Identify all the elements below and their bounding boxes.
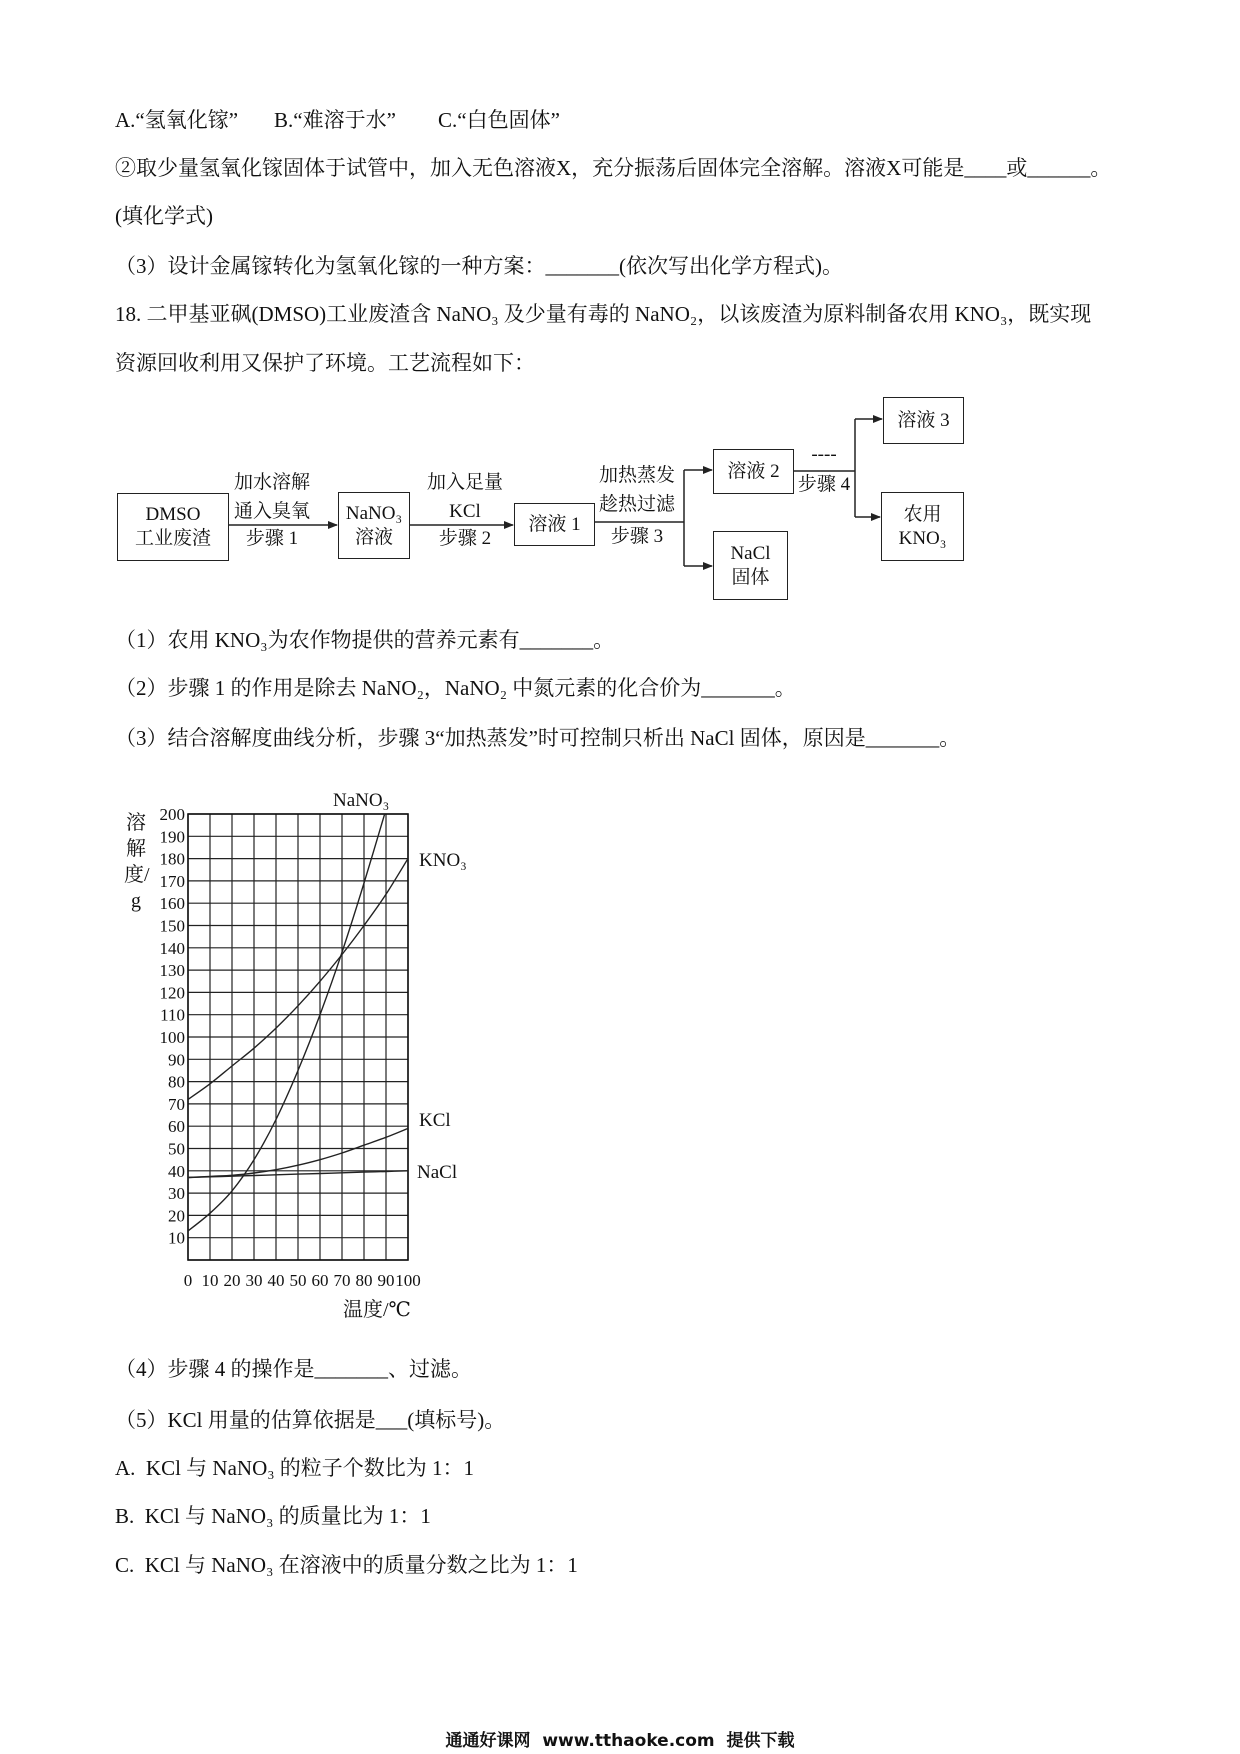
x-axis-label: 温度/℃ bbox=[343, 1299, 411, 1321]
step-1-label-1: 加水溶解 bbox=[233, 472, 310, 493]
y-axis-label: 溶解度/g bbox=[124, 812, 150, 912]
step-3-label-1: 加热蒸发 bbox=[598, 465, 675, 486]
series-label-nacl: NaCl bbox=[417, 1162, 458, 1183]
question18-intro-line-2: 资源回收利用又保护了环境。工艺流程如下： bbox=[115, 351, 535, 375]
node-solution-2-label: 溶液 2 bbox=[727, 460, 780, 482]
option-b: B.“难溶于水” bbox=[274, 108, 396, 132]
node-agricultural-kno3-line-2: KNO₃ bbox=[898, 527, 947, 549]
step-2-label-1: 加入足量 bbox=[426, 472, 503, 493]
question18-part-5: （5）KCl 用量的估算依据是___(填标号)。 bbox=[115, 1408, 506, 1432]
option-a: A.“氢氧化镓” bbox=[115, 108, 239, 132]
node-solution-3-label: 溶液 3 bbox=[897, 409, 950, 431]
step-2-label-2: KCl bbox=[449, 501, 481, 522]
series-label-kno3: KNO₃ bbox=[419, 850, 467, 871]
y-tick-label: 30 bbox=[168, 1184, 185, 1204]
node-nacl-solid-line-1: NaCl bbox=[730, 542, 771, 564]
y-tick-label: 80 bbox=[168, 1072, 185, 1092]
node-agricultural-kno3 bbox=[881, 492, 964, 561]
x-tick-label: 20 bbox=[223, 1271, 241, 1290]
node-dmso-waste-line-1: DMSO bbox=[145, 504, 201, 525]
solubility-chart-plot bbox=[0, 760, 500, 1340]
x-tick-label: 10 bbox=[201, 1271, 219, 1290]
y-tick-label: 160 bbox=[159, 894, 185, 914]
y-tick-label: 90 bbox=[168, 1050, 185, 1070]
y-tick-label: 180 bbox=[159, 849, 185, 869]
y-tick-label: 150 bbox=[159, 916, 185, 936]
y-tick-label: 50 bbox=[168, 1139, 185, 1159]
choice-c: C. KCl 与 NaNO₃ 在溶液中的质量分数之比为 1：1 bbox=[115, 1553, 578, 1577]
y-tick-label: 200 bbox=[159, 805, 185, 824]
node-solution-3 bbox=[883, 397, 964, 444]
x-tick-label: 90 bbox=[377, 1271, 395, 1290]
x-tick-label: 0 bbox=[183, 1271, 193, 1290]
page-footer: 通通好课网 www.tthaoke.com 提供下载 bbox=[445, 1731, 795, 1751]
step-4-label-2: 步骤 4 bbox=[797, 474, 851, 495]
y-tick-label: 130 bbox=[159, 961, 185, 981]
choice-a: A. KCl 与 NaNO₃ 的粒子个数比为 1：1 bbox=[115, 1456, 475, 1480]
question17-sub2: ②取少量氢氧化镓固体于试管中，加入无色溶液X，充分振荡后固体完全溶解。溶液X可能是____或______。 bbox=[115, 156, 1112, 180]
x-tick-label: 30 bbox=[245, 1271, 263, 1290]
y-tick-label: 10 bbox=[168, 1228, 185, 1248]
node-nano3-solution bbox=[338, 492, 410, 559]
question17-sub2-note: (填化学式) bbox=[115, 204, 213, 228]
y-tick-label: 110 bbox=[160, 1005, 185, 1025]
x-tick-label: 80 bbox=[355, 1271, 373, 1290]
y-tick-label: 60 bbox=[168, 1117, 185, 1137]
step-2-label-3: 步骤 2 bbox=[438, 528, 492, 549]
node-nacl-solid-line-2: 固体 bbox=[731, 566, 770, 588]
y-tick-label: 190 bbox=[159, 827, 185, 847]
node-solution-1-label: 溶液 1 bbox=[528, 513, 581, 535]
x-tick-label: 50 bbox=[289, 1271, 307, 1290]
option-c: C.“白色固体” bbox=[438, 108, 560, 132]
y-tick-label: 20 bbox=[168, 1206, 185, 1226]
y-tick-label: 40 bbox=[168, 1161, 185, 1181]
node-nano3-solution-line-1: NaNO₃ bbox=[345, 502, 403, 524]
y-tick-label: 100 bbox=[159, 1028, 185, 1047]
series-label-kcl: KCl bbox=[419, 1110, 451, 1131]
x-tick-label: 60 bbox=[311, 1271, 329, 1290]
question18-intro-line-1: 18. 二甲基亚砜(DMSO)工业废渣含 NaNO₃ 及少量有毒的 NaNO₂，以该废渣为原料制备农用 KNO₃，既实现 bbox=[115, 302, 1092, 326]
y-tick-label: 120 bbox=[159, 983, 185, 1003]
y-tick-label: 140 bbox=[159, 938, 185, 958]
question18-part-4: （4）步骤 4 的操作是_______、过滤。 bbox=[115, 1357, 472, 1381]
step-3-label-2: 趁热过滤 bbox=[598, 494, 675, 515]
question18-part-2: （2）步骤 1 的作用是除去 NaNO₂，NaNO₂ 中氮元素的化合价为_______。 bbox=[115, 676, 796, 700]
question18-part-1: （1）农用 KNO₃为农作物提供的营养元素有_______。 bbox=[115, 628, 615, 652]
node-dmso-waste-line-2: 工业废渣 bbox=[134, 528, 211, 549]
node-agricultural-kno3-line-1: 农用 bbox=[903, 503, 942, 525]
step-3-label-3: 步骤 3 bbox=[610, 526, 664, 547]
step-4-label-1: ---- bbox=[811, 444, 837, 465]
choice-b: B. KCl 与 NaNO₃ 的质量比为 1：1 bbox=[115, 1504, 431, 1528]
step-1-label-2: 通入臭氧 bbox=[233, 501, 310, 522]
question18-part-3: （3）结合溶解度曲线分析，步骤 3“加热蒸发”时可控制只析出 NaCl 固体，原因是_______。 bbox=[115, 726, 961, 750]
x-tick-label: 70 bbox=[333, 1271, 351, 1290]
series-label-nano3: NaNO₃ bbox=[333, 790, 390, 811]
question17-part3: （3）设计金属镓转化为氢氧化镓的一种方案：_______(依次写出化学方程式)。 bbox=[115, 254, 843, 278]
y-tick-label: 70 bbox=[168, 1094, 185, 1114]
y-tick-label: 170 bbox=[159, 871, 185, 891]
x-tick-label: 100 bbox=[395, 1271, 421, 1290]
step-1-label-3: 步骤 1 bbox=[245, 528, 299, 549]
node-nacl-solid bbox=[713, 531, 788, 600]
node-nano3-solution-line-2: 溶液 bbox=[354, 526, 393, 548]
x-tick-label: 40 bbox=[267, 1271, 285, 1290]
